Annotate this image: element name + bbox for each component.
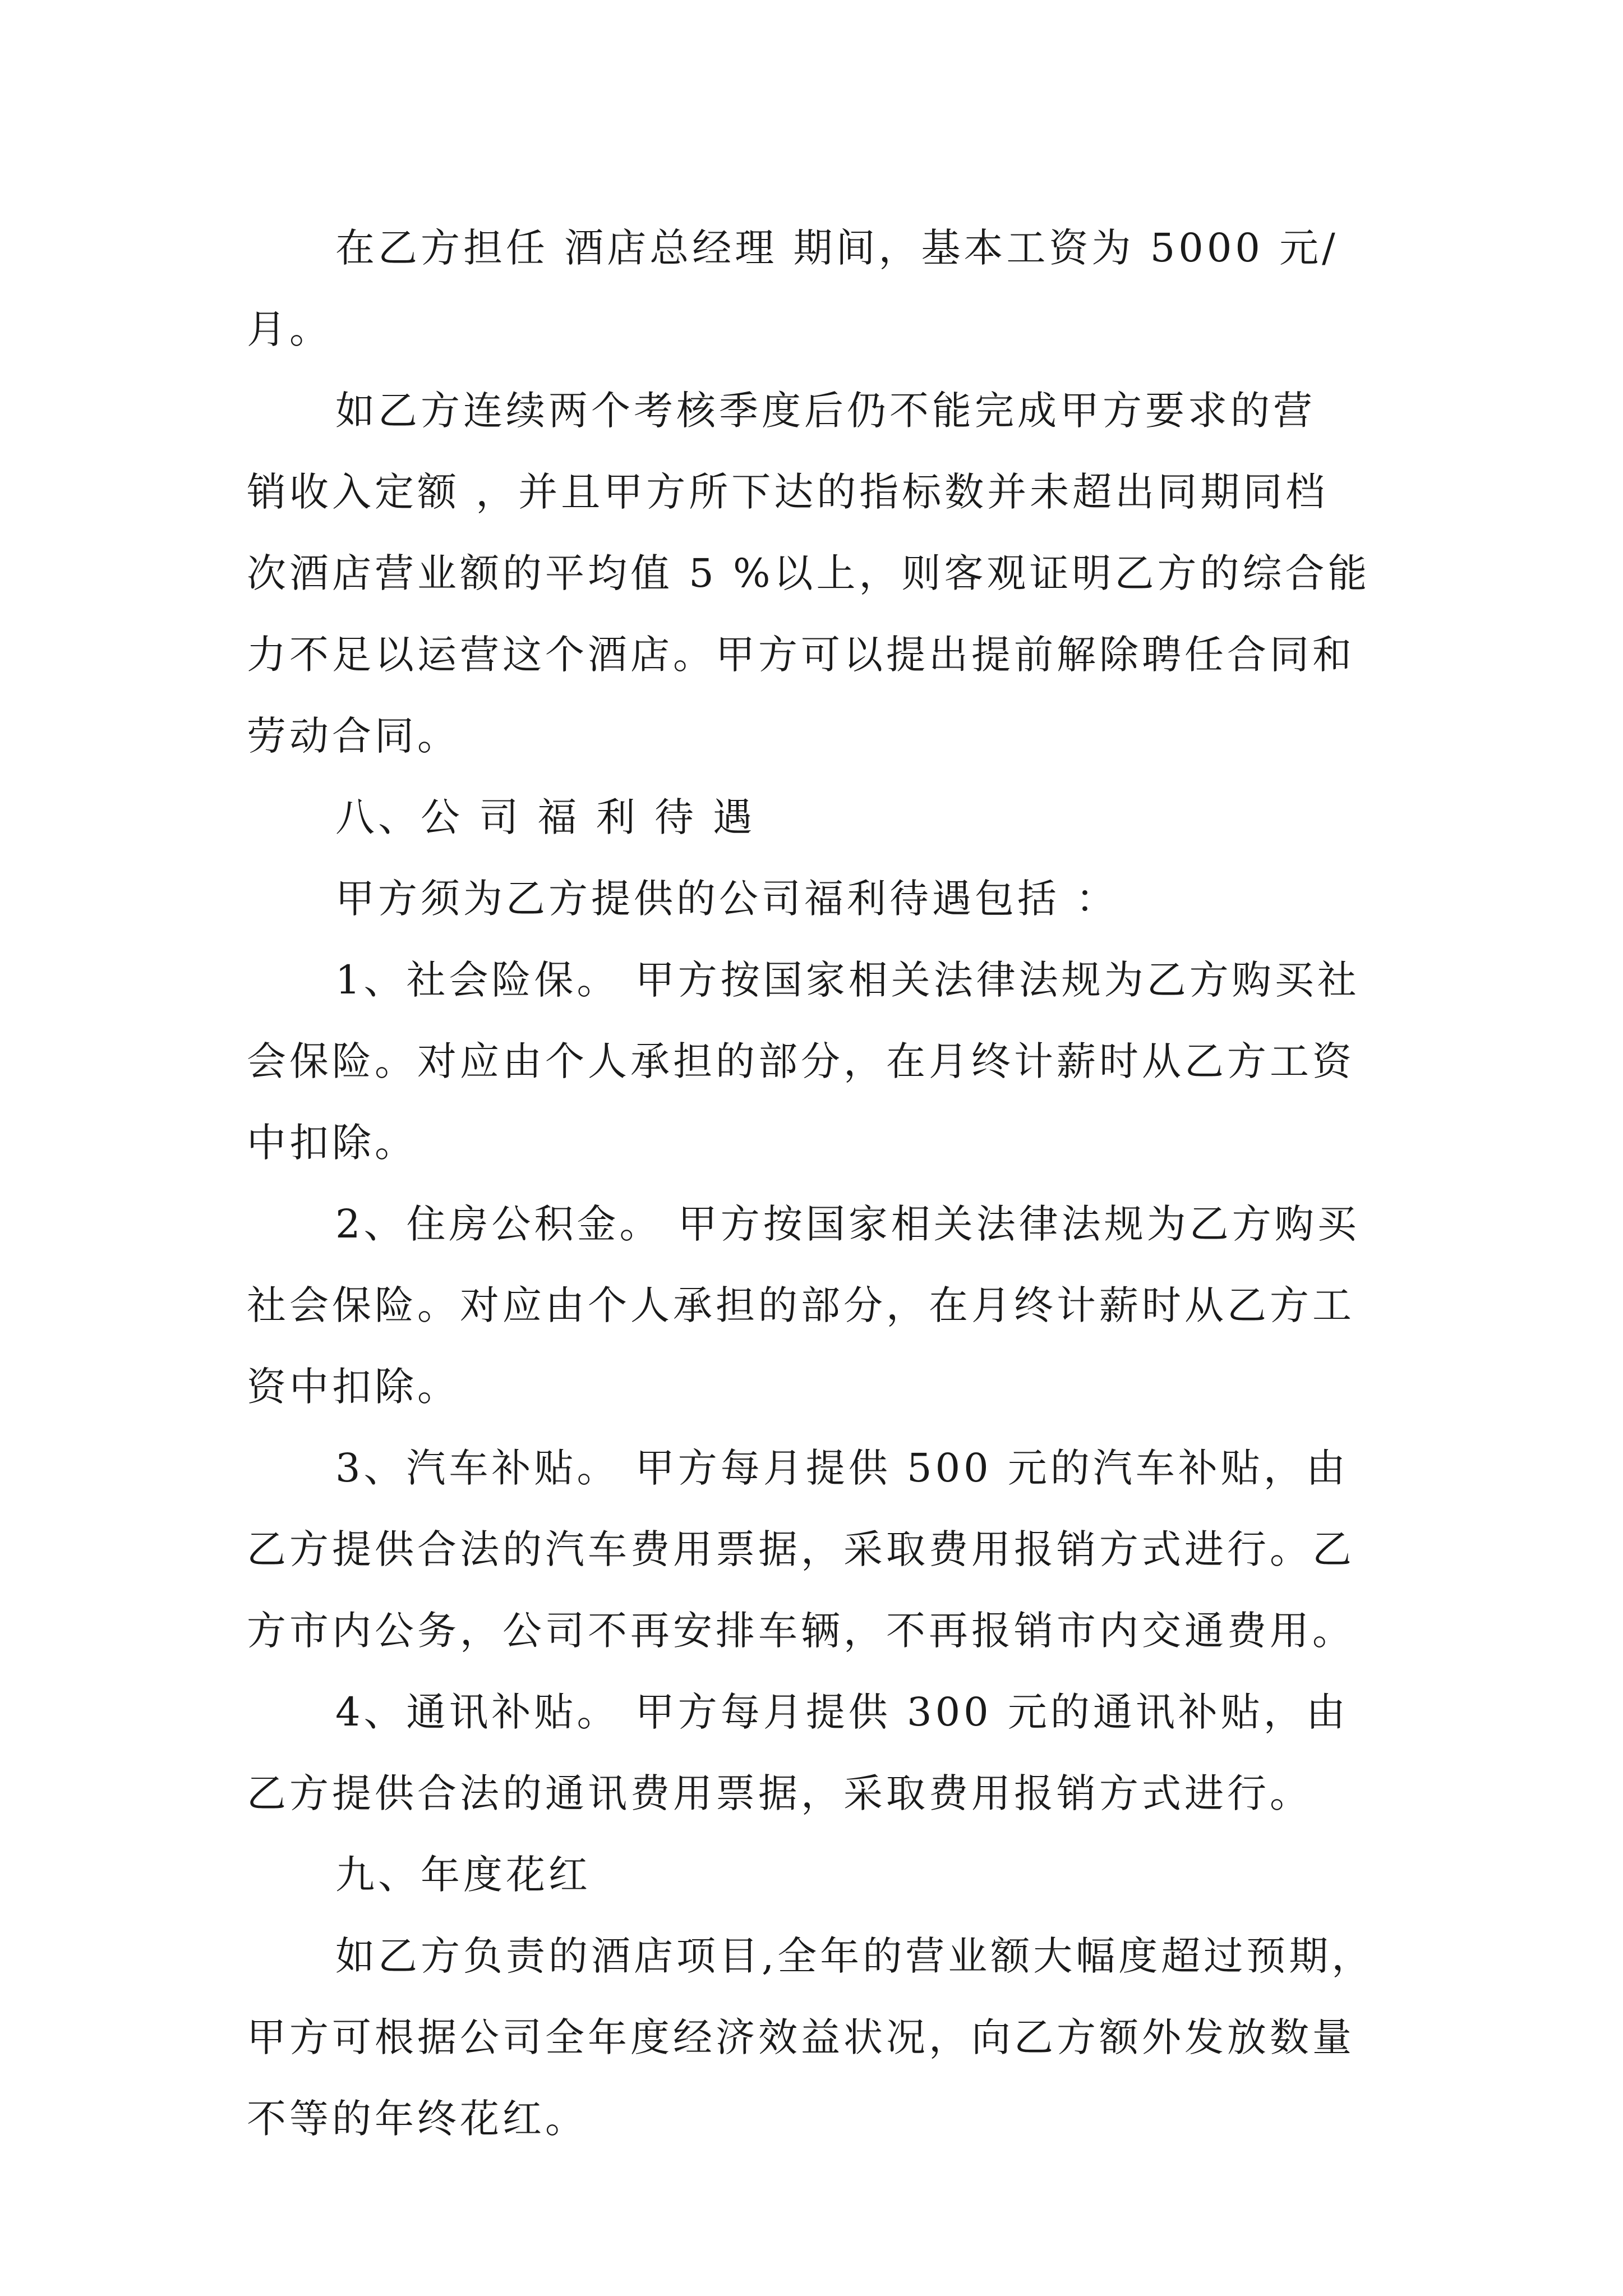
paragraph-line: 劳动合同。 [247, 713, 460, 759]
paragraph-line: 如乙方连续两个考核季度后仍不能完成甲方要求的营 [335, 388, 1316, 434]
paragraph-line: 不等的年终花红。 [247, 2096, 588, 2142]
section-heading: 九、年度花红 [335, 1852, 591, 1898]
paragraph-line: 在乙方担任 酒店总经理 期间，基本工资为 5000 元/ [335, 225, 1339, 271]
paragraph-line: 如乙方负责的酒店项目,全年的营业额大幅度超过预期， [335, 1933, 1375, 1979]
list-item-line: 3、汽车补贴。 甲方每月提供 500 元的汽车补贴，由 [335, 1445, 1349, 1491]
list-item-line: 资中扣除。 [247, 1364, 460, 1410]
list-item-line: 会保险。对应由个人承担的部分，在月终计薪时从乙方工资 [247, 1038, 1355, 1084]
paragraph-line: 销收入定额 ，并且甲方所下达的指标数并未超出同期同档 [247, 469, 1329, 515]
paragraph-line: 次酒店营业额的平均值 5 %以上，则客观证明乙方的综合能 [247, 550, 1371, 596]
list-item-line: 1、社会险保。 甲方按国家相关法律法规为乙方购买社 [335, 957, 1360, 1003]
list-item-line: 乙方提供合法的汽车费用票据，采取费用报销方式进行。乙 [247, 1526, 1355, 1572]
list-item-line: 社会保险。对应由个人承担的部分，在月终计薪时从乙方工 [247, 1282, 1355, 1328]
paragraph-line: 力不足以运营这个酒店。甲方可以提出提前解除聘任合同和 [247, 632, 1355, 678]
paragraph-line: 甲方可根据公司全年度经济效益状况，向乙方额外发放数量 [247, 2014, 1355, 2060]
list-item-line: 方市内公务，公司不再安排车辆，不再报销市内交通费用。 [247, 1608, 1355, 1654]
paragraph-line: 月。 [247, 306, 332, 352]
list-item-line: 2、住房公积金。 甲方按国家相关法律法规为乙方购买 [335, 1201, 1360, 1247]
list-item-line: 4、通讯补贴。 甲方每月提供 300 元的通讯补贴，由 [335, 1689, 1349, 1735]
list-item-line: 中扣除。 [247, 1120, 417, 1166]
section-heading: 八、公 司 福 利 待 遇 [335, 794, 756, 840]
paragraph-line: 甲方须为乙方提供的公司福利待遇包括 ： [335, 876, 1119, 922]
document-page [247, 208, 1385, 2160]
list-item-line: 乙方提供合法的通讯费用票据，采取费用报销方式进行。 [247, 1770, 1312, 1816]
